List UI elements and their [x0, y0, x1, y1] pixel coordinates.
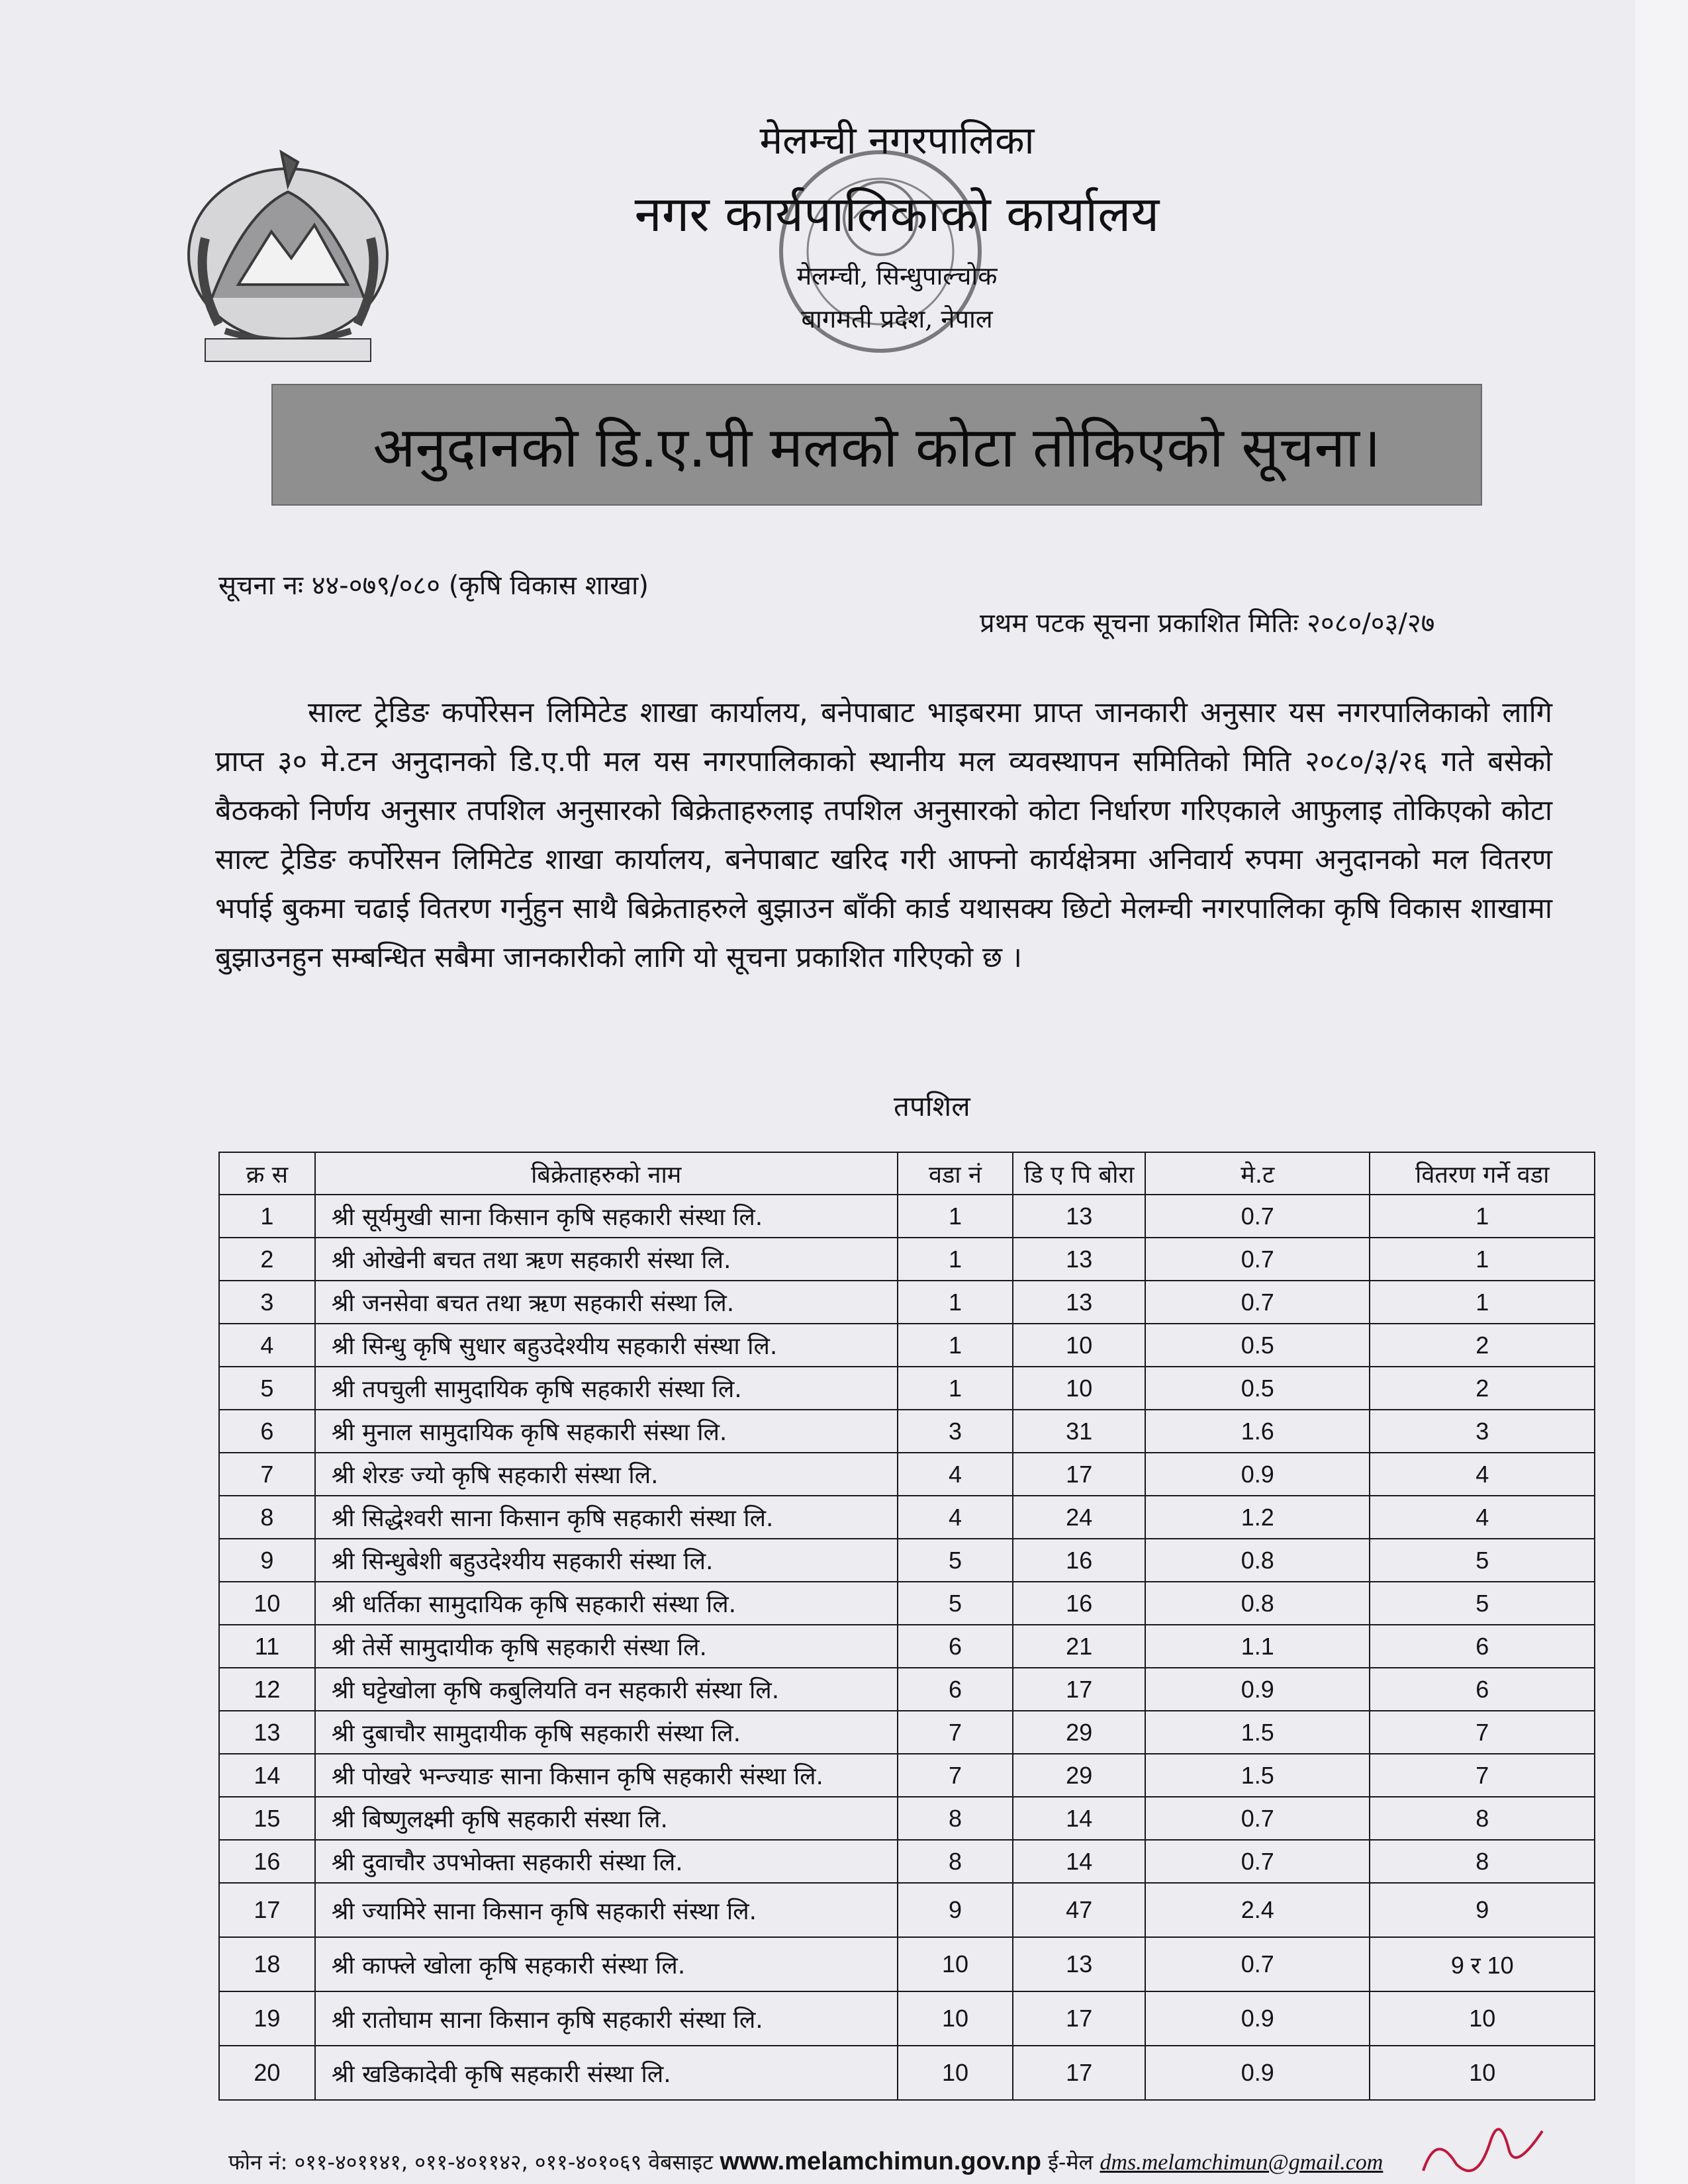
- address-province: बागमती प्रदेश, नेपाल: [801, 304, 993, 334]
- cell-seller-name: श्री धर्तिका सामुदायिक कृषि सहकारी संस्था लि.: [315, 1582, 898, 1625]
- cell-seller-name: श्री शेरङ ज्यो कृषि सहकारी संस्था लि.: [315, 1453, 898, 1496]
- table-row: [219, 1410, 1595, 1453]
- cell-metric-ton: 0.7: [1145, 1195, 1370, 1238]
- table-row: [219, 1496, 1595, 1539]
- cell-ward: 6: [898, 1625, 1013, 1668]
- cell-metric-ton: 0.9: [1145, 1991, 1370, 2046]
- cell-ward: 7: [898, 1711, 1013, 1754]
- cell-metric-ton: 0.7: [1145, 1937, 1370, 1991]
- cell-seller-name: श्री दुबाचौर सामुदायीक कृषि सहकारी संस्था लि.: [315, 1711, 898, 1754]
- cell-dap-bags: 17: [1013, 1668, 1145, 1711]
- cell-sn: 15: [219, 1797, 315, 1840]
- cell-dap-bags: 47: [1013, 1883, 1145, 1937]
- address-district: मेलम्ची, सिन्धुपाल्चोक: [796, 261, 998, 291]
- cell-ward: 8: [898, 1797, 1013, 1840]
- cell-sn: 8: [219, 1496, 315, 1539]
- col-header-dap-bags: डि ए पि बोरा: [1013, 1152, 1145, 1195]
- cell-ward: 4: [898, 1496, 1013, 1539]
- cell-distribution-ward: 9: [1370, 1883, 1595, 1937]
- cell-ward: 8: [898, 1840, 1013, 1883]
- cell-dap-bags: 14: [1013, 1797, 1145, 1840]
- cell-sn: 19: [219, 1991, 315, 2046]
- cell-dap-bags: 31: [1013, 1410, 1145, 1453]
- cell-dap-bags: 29: [1013, 1711, 1145, 1754]
- table-row: [219, 1238, 1595, 1281]
- cell-seller-name: श्री सिन्धु कृषि सुधार बहुउदेश्यीय सहकारी संस्था लि.: [315, 1324, 898, 1367]
- cell-distribution-ward: 4: [1370, 1453, 1595, 1496]
- cell-distribution-ward: 1: [1370, 1238, 1595, 1281]
- cell-sn: 18: [219, 1937, 315, 1991]
- cell-ward: 1: [898, 1195, 1013, 1238]
- cell-seller-name: श्री बिष्णुलक्ष्मी कृषि सहकारी संस्था लि.: [315, 1797, 898, 1840]
- cell-metric-ton: 0.9: [1145, 1453, 1370, 1496]
- cell-seller-name: श्री सिद्धेश्वरी साना किसान कृषि सहकारी संस्था लि.: [315, 1496, 898, 1539]
- cell-distribution-ward: 4: [1370, 1496, 1595, 1539]
- cell-distribution-ward: 1: [1370, 1281, 1595, 1324]
- table-row: [219, 1625, 1595, 1668]
- cell-seller-name: श्री पोखरे भन्ज्याङ साना किसान कृषि सहकारी संस्था लि.: [315, 1754, 898, 1797]
- cell-distribution-ward: 6: [1370, 1625, 1595, 1668]
- table-row: [219, 1754, 1595, 1797]
- cell-dap-bags: 13: [1013, 1195, 1145, 1238]
- cell-metric-ton: 1.6: [1145, 1410, 1370, 1453]
- cell-distribution-ward: 1: [1370, 1195, 1595, 1238]
- cell-metric-ton: 0.8: [1145, 1582, 1370, 1625]
- cell-dap-bags: 10: [1013, 1324, 1145, 1367]
- cell-ward: 9: [898, 1883, 1013, 1937]
- cell-metric-ton: 0.9: [1145, 2046, 1370, 2100]
- cell-ward: 4: [898, 1453, 1013, 1496]
- cell-seller-name: श्री तपचुली सामुदायिक कृषि सहकारी संस्था लि.: [315, 1367, 898, 1410]
- cell-dap-bags: 16: [1013, 1539, 1145, 1582]
- cell-dap-bags: 14: [1013, 1840, 1145, 1883]
- table-row: [219, 1797, 1595, 1840]
- cell-metric-ton: 0.7: [1145, 1281, 1370, 1324]
- cell-sn: 1: [219, 1195, 315, 1238]
- cell-distribution-ward: 10: [1370, 1991, 1595, 2046]
- cell-sn: 7: [219, 1453, 315, 1496]
- cell-metric-ton: 0.9: [1145, 1668, 1370, 1711]
- footer-email-link[interactable]: dms.melamchimun@gmail.com: [1100, 2150, 1383, 2175]
- cell-dap-bags: 16: [1013, 1582, 1145, 1625]
- table-row: [219, 1840, 1595, 1883]
- table-row: [219, 2046, 1595, 2100]
- cell-distribution-ward: 6: [1370, 1668, 1595, 1711]
- cell-sn: 2: [219, 1238, 315, 1281]
- col-header-metric-ton: मे.ट: [1145, 1152, 1370, 1195]
- cell-metric-ton: 0.7: [1145, 1238, 1370, 1281]
- cell-dap-bags: 29: [1013, 1754, 1145, 1797]
- cell-seller-name: श्री दुवाचौर उपभोक्ता सहकारी संस्था लि.: [315, 1840, 898, 1883]
- cell-ward: 10: [898, 1991, 1013, 2046]
- footer: [228, 2148, 1585, 2176]
- cell-sn: 5: [219, 1367, 315, 1410]
- table-row: [219, 1668, 1595, 1711]
- cell-sn: 16: [219, 1840, 315, 1883]
- cell-distribution-ward: 7: [1370, 1711, 1595, 1754]
- cell-distribution-ward: 2: [1370, 1367, 1595, 1410]
- cell-distribution-ward: 3: [1370, 1410, 1595, 1453]
- cell-sn: 3: [219, 1281, 315, 1324]
- publish-date: प्रथम पटक सूचना प्रकाशित मितिः २०८०/०३/२७: [980, 608, 1435, 639]
- cell-ward: 5: [898, 1582, 1013, 1625]
- cell-sn: 9: [219, 1539, 315, 1582]
- footer-website-link[interactable]: www.melamchimun.gov.np: [720, 2148, 1042, 2175]
- cell-metric-ton: 1.5: [1145, 1754, 1370, 1797]
- cell-seller-name: श्री सूर्यमुखी साना किसान कृषि सहकारी संस्था लि.: [315, 1195, 898, 1238]
- cell-seller-name: श्री तेर्से सामुदायीक कृषि सहकारी संस्था लि.: [315, 1625, 898, 1668]
- cell-seller-name: श्री ओखेनी बचत तथा ऋण सहकारी संस्था लि.: [315, 1238, 898, 1281]
- cell-dap-bags: 17: [1013, 1991, 1145, 2046]
- table-row: [219, 1281, 1595, 1324]
- cell-seller-name: श्री सिन्धुबेशी बहुउदेश्यीय सहकारी संस्था लि.: [315, 1539, 898, 1582]
- cell-distribution-ward: 9 र 10: [1370, 1937, 1595, 1991]
- cell-metric-ton: 2.4: [1145, 1883, 1370, 1937]
- cell-sn: 6: [219, 1410, 315, 1453]
- cell-ward: 1: [898, 1324, 1013, 1367]
- cell-ward: 1: [898, 1367, 1013, 1410]
- col-header-seller-name: बिक्रेताहरुको नाम: [315, 1152, 898, 1195]
- table-row: [219, 1367, 1595, 1410]
- cell-ward: 3: [898, 1410, 1013, 1453]
- cell-sn: 17: [219, 1883, 315, 1937]
- cell-metric-ton: 1.1: [1145, 1625, 1370, 1668]
- cell-ward: 1: [898, 1238, 1013, 1281]
- table-row: [219, 1195, 1595, 1238]
- cell-metric-ton: 1.5: [1145, 1711, 1370, 1754]
- cell-distribution-ward: 7: [1370, 1754, 1595, 1797]
- cell-sn: 13: [219, 1711, 315, 1754]
- cell-seller-name: श्री जनसेवा बचत तथा ऋण सहकारी संस्था लि.: [315, 1281, 898, 1324]
- cell-sn: 20: [219, 2046, 315, 2100]
- cell-sn: 12: [219, 1668, 315, 1711]
- table-row: [219, 1711, 1595, 1754]
- signature-icon: [1417, 2105, 1549, 2184]
- cell-dap-bags: 13: [1013, 1281, 1145, 1324]
- table-caption: तपशिल: [894, 1090, 970, 1122]
- cell-metric-ton: 1.2: [1145, 1496, 1370, 1539]
- table-row: [219, 1991, 1595, 2046]
- table-row: [219, 1324, 1595, 1367]
- notice-reference: सूचना नः ४४-०७९/०८० (कृषि विकास शाखा): [218, 570, 649, 601]
- cell-dap-bags: 13: [1013, 1937, 1145, 1991]
- office-name: नगर कार्यपालिकाको कार्यालय: [634, 186, 1160, 243]
- cell-dap-bags: 17: [1013, 1453, 1145, 1496]
- nepal-emblem-icon: [165, 132, 410, 377]
- table-header-row: [219, 1152, 1595, 1195]
- cell-sn: 14: [219, 1754, 315, 1797]
- notice-body: साल्ट ट्रेडिङ कर्पोरेसन लिमिटेड शाखा कार्यालय, बनेपाबाट भाइबरमा प्राप्त जानकारी अनुसार यस नगरपालिकाको लागि प्राप्त ३० मे.टन अनुदानको डि.ए.पी मल यस नगरपालिकाको स्थानीय मल व्यवस्थापन समितिको मिति २०८०/३/२६ गते बसेको बैठकको निर्णय अनुसार तपशिल अनुसारको बिक्रेताहरुलाइ तपशिल अनुसारको कोटा निर्धारण गरिएकाले आफुलाइ तोकिएको कोटा साल्ट ट्रेडिङ कर्पोरेसन लिमिटेड शाखा कार्यालय, बनेपाबाट खरिद गरी आफ्नो कार्यक्षेत्रमा अनिवार्य रुपमा अनुदानको मल वितरण भर्पाई बुकमा चढाई वितरण गर्नुहुन साथै बिक्रेताहरुले बुझाउन बाँकी कार्ड यथासक्य छिटो मेलम्ची नगरपालिका कृषि विकास शाखामा बुझाउनहुन सम्बन्धित सबैमा जानकारीको लागि यो सूचना प्रकाशित गरिएको छ ।: [215, 696, 1552, 974]
- table-row: [219, 1883, 1595, 1937]
- col-header-distribution-ward: वितरण गर्ने वडा: [1370, 1152, 1595, 1195]
- notice-title: अनुदानको डि.ए.पी मलको कोटा तोकिएको सूचना।: [373, 414, 1381, 480]
- table-row: [219, 1937, 1595, 1991]
- cell-distribution-ward: 8: [1370, 1840, 1595, 1883]
- table-row: [219, 1539, 1595, 1582]
- cell-metric-ton: 0.5: [1145, 1367, 1370, 1410]
- cell-dap-bags: 24: [1013, 1496, 1145, 1539]
- cell-seller-name: श्री घट्टेखोला कृषि कबुलियति वन सहकारी संस्था लि.: [315, 1668, 898, 1711]
- cell-ward: 10: [898, 2046, 1013, 2100]
- cell-sn: 10: [219, 1582, 315, 1625]
- cell-ward: 10: [898, 1937, 1013, 1991]
- cell-distribution-ward: 2: [1370, 1324, 1595, 1367]
- cell-sn: 4: [219, 1324, 315, 1367]
- cell-dap-bags: 13: [1013, 1238, 1145, 1281]
- col-header-ward: वडा नं: [898, 1152, 1013, 1195]
- footer-email-label: ई-मेल: [1048, 2150, 1094, 2175]
- cell-metric-ton: 0.7: [1145, 1840, 1370, 1883]
- cell-seller-name: श्री रातोघाम साना किसान कृषि सहकारी संस्था लि.: [315, 1991, 898, 2046]
- cell-ward: 5: [898, 1539, 1013, 1582]
- cell-metric-ton: 0.5: [1145, 1324, 1370, 1367]
- cell-seller-name: श्री ज्यामिरे साना किसान कृषि सहकारी संस्था लि.: [315, 1883, 898, 1937]
- cell-sn: 11: [219, 1625, 315, 1668]
- municipality-name: मेलम्ची नगरपालिका: [759, 118, 1035, 163]
- notice-title-banner: [271, 384, 1482, 506]
- cell-distribution-ward: 8: [1370, 1797, 1595, 1840]
- cell-ward: 7: [898, 1754, 1013, 1797]
- quota-table: [218, 1152, 1595, 2101]
- cell-dap-bags: 10: [1013, 1367, 1145, 1410]
- cell-distribution-ward: 5: [1370, 1582, 1595, 1625]
- cell-metric-ton: 0.8: [1145, 1539, 1370, 1582]
- footer-phones: फोन नं: ०११-४०११४१, ०११-४०११४२, ०११-४०१०६९ वेबसाइट: [228, 2150, 714, 2175]
- table-row: [219, 1582, 1595, 1625]
- table-body: [219, 1195, 1595, 2100]
- cell-seller-name: श्री खडिकादेवी कृषि सहकारी संस्था लि.: [315, 2046, 898, 2100]
- cell-ward: 1: [898, 1281, 1013, 1324]
- cell-distribution-ward: 10: [1370, 2046, 1595, 2100]
- cell-ward: 6: [898, 1668, 1013, 1711]
- cell-seller-name: श्री मुनाल सामुदायिक कृषि सहकारी संस्था लि.: [315, 1410, 898, 1453]
- cell-seller-name: श्री काफ्ले खोला कृषि सहकारी संस्था लि.: [315, 1937, 898, 1991]
- cell-dap-bags: 21: [1013, 1625, 1145, 1668]
- table-row: [219, 1453, 1595, 1496]
- cell-distribution-ward: 5: [1370, 1539, 1595, 1582]
- col-header-sn: क्र स: [219, 1152, 315, 1195]
- cell-dap-bags: 17: [1013, 2046, 1145, 2100]
- cell-metric-ton: 0.7: [1145, 1797, 1370, 1840]
